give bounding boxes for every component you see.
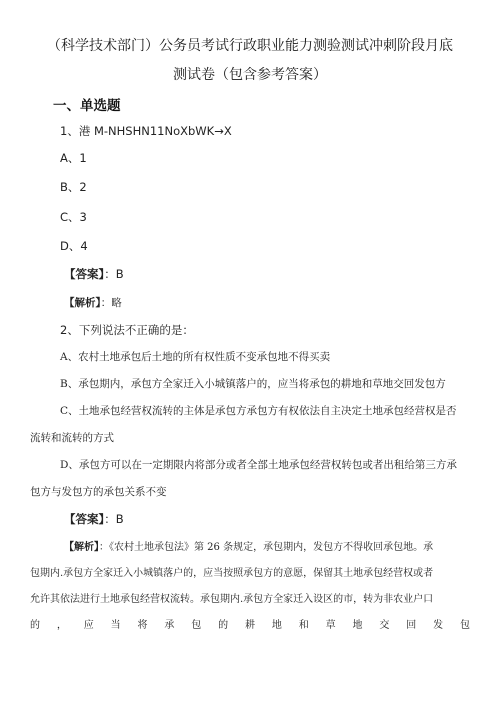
question-2-option-c-line-1: C、土地承包经营权流转的主体是承包方承包方有权依法自主决定土地承包经营权是否 bbox=[60, 405, 457, 417]
question-1-option-c: C、3 bbox=[60, 210, 87, 224]
analysis-value: ：略 bbox=[100, 297, 122, 309]
analysis-char: 包 bbox=[460, 620, 470, 631]
question-2-analysis-line-2: 包期内.承包方全家迁入小城镇落户的，应当按照承包方的意愿，保留其土地承包经营权或者 bbox=[30, 568, 434, 579]
analysis-label: 【解析】 bbox=[64, 542, 99, 553]
analysis-char: 回 bbox=[406, 620, 417, 631]
analysis-char: 承 bbox=[164, 620, 175, 631]
question-2-option-b: B、承包期内，承包方全家迁入小城镇落户的，应当将承包的耕地和草地交回发包方 bbox=[60, 378, 446, 390]
analysis-char: 包 bbox=[191, 620, 202, 631]
question-1-analysis bbox=[64, 296, 122, 311]
analysis-char: 地 bbox=[271, 620, 282, 631]
analysis-text: ：《农村土地承包法》第 26 条规定，承包期内，发包方不得收回承包地。承 bbox=[99, 542, 434, 553]
question-1-stem: 1、港 M-NHSHN11NoXbWK→X bbox=[60, 124, 232, 138]
question-2-option-a: A、农村土地承包后土地的所有权性质不变承包地不得买卖 bbox=[60, 351, 331, 363]
answer-value: ：B bbox=[104, 267, 124, 281]
answer-value: ：B bbox=[104, 512, 124, 526]
question-1-answer bbox=[64, 267, 124, 282]
question-2-option-d-line-2: 包方与发包方的承包关系不变 bbox=[30, 486, 167, 498]
question-2-analysis-line-3: 允许其依法进行土地承包经营权流转。承包期内.承包方全家迁入设区的市，转为非农业户口 bbox=[30, 594, 434, 605]
document-title-line-2: 测试卷（包含参考答案） bbox=[173, 67, 327, 83]
question-2-option-c-line-2: 流转和流转的方式 bbox=[30, 432, 114, 444]
question-2-stem: 2、下列说法不正确的是： bbox=[60, 323, 194, 337]
analysis-char: ， bbox=[56, 620, 67, 631]
analysis-char: 的 bbox=[218, 620, 229, 631]
question-2-option-d-line-1: D、承包方可以在一定期限内将部分或者全部土地承包经营权转包或者出租给第三方承 bbox=[60, 459, 457, 471]
analysis-char: 和 bbox=[298, 620, 309, 631]
question-2-analysis-line-1 bbox=[64, 540, 433, 555]
analysis-char: 将 bbox=[137, 620, 148, 631]
analysis-char: 发 bbox=[433, 620, 444, 631]
question-2-answer bbox=[64, 512, 124, 527]
analysis-char: 耕 bbox=[245, 620, 255, 631]
document-title-line-1: （科学技术部门）公务员考试行政职业能力测验测试冲刺阶段月底 bbox=[47, 38, 453, 54]
answer-label: 【答案】 bbox=[64, 267, 105, 281]
section-heading: 一、单选题 bbox=[53, 98, 121, 114]
analysis-char: 地 bbox=[352, 620, 363, 631]
analysis-char: 应 bbox=[83, 620, 94, 631]
analysis-char: 交 bbox=[379, 620, 390, 631]
question-1-option-a: A、1 bbox=[60, 151, 87, 165]
analysis-label: 【解析】 bbox=[64, 297, 101, 309]
analysis-char: 的 bbox=[30, 620, 40, 631]
question-1-option-d: D、4 bbox=[60, 239, 88, 253]
question-2-analysis-line-4 bbox=[30, 618, 470, 633]
analysis-char: 草 bbox=[325, 620, 336, 631]
analysis-char: 当 bbox=[110, 620, 121, 631]
answer-label: 【答案】 bbox=[64, 512, 105, 526]
question-1-option-b: B、2 bbox=[60, 180, 87, 194]
